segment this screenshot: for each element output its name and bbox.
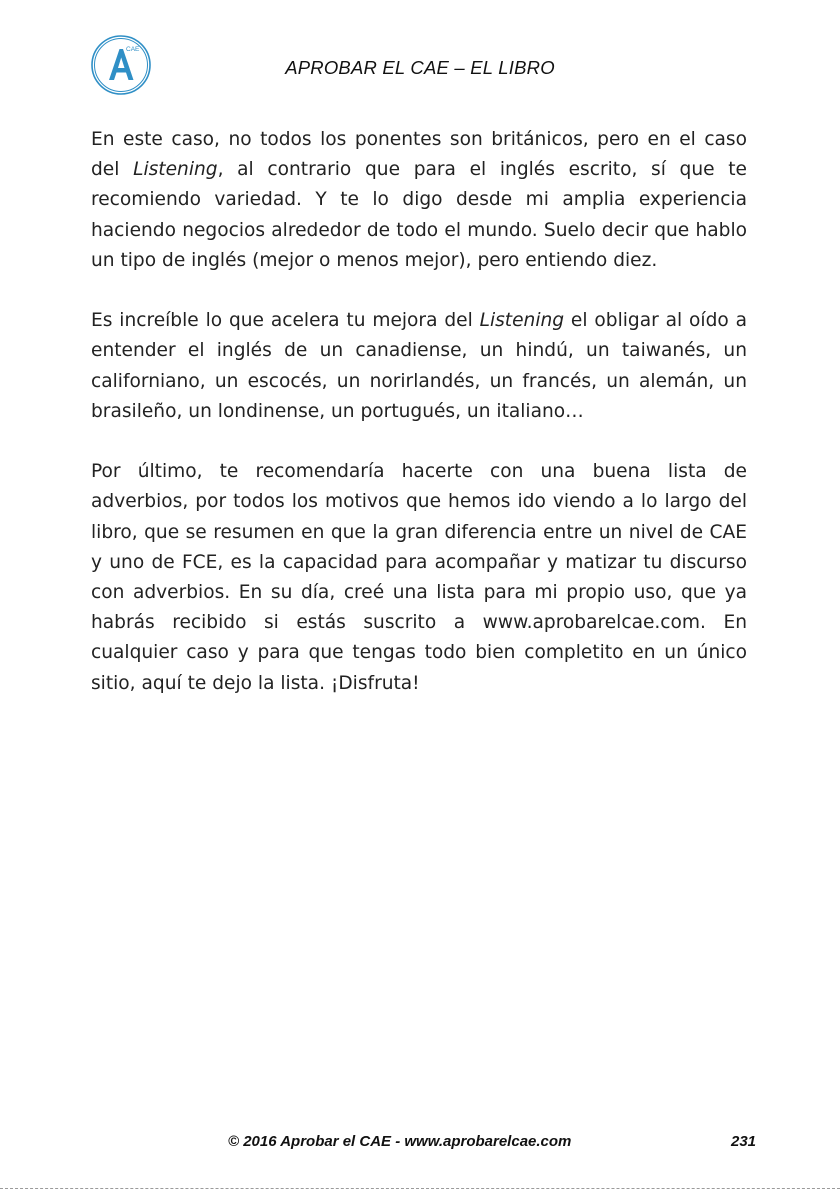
paragraph-accents xyxy=(91,306,747,427)
italic-term: Listening xyxy=(479,310,565,332)
page-header xyxy=(0,34,840,98)
page-number: 231 xyxy=(731,1133,757,1150)
page-bottom-divider xyxy=(0,1188,840,1189)
paragraph-text: el obligar al oído a entender el inglés de un canadiense, un hindú, un taiwanés, un californiano, un escocés, un norirlandés, un francés, un alemán, un brasileño, un londinense, un portugués, un italiano… xyxy=(91,310,747,422)
paragraph-text: Es increíble lo que acelera tu mejora del xyxy=(91,310,480,332)
page-footer xyxy=(0,1133,840,1157)
book-title: APROBAR EL CAE – EL LIBRO xyxy=(285,57,555,78)
page-body xyxy=(91,125,747,729)
italic-term: Listening xyxy=(133,159,218,181)
paragraph-text: Por último, te recomendaría hacerte con una buena lista de adverbios, por todos los motivos que hemos ido viendo a lo largo del libro, que se resumen en que la gran diferencia entre un nivel de CAE y uno de FCE, es la capacidad para acompañar y matizar tu discurso con adverbios. En su día, creé una lista para mi propio uso, que ya habrás recibido si estás suscrito a www.aprobarelcae.com. En cualquier caso y para que tengas todo bien completito en un único sitio, aquí te dejo la lista. ¡Disfruta! xyxy=(91,461,747,694)
paragraph-adverbs xyxy=(91,457,747,699)
paragraph-listening-variety xyxy=(91,125,747,276)
footer-copyright: © 2016 Aprobar el CAE - www.aprobarelcae.com xyxy=(228,1133,572,1150)
paragraph-text: , al contrario que para el inglés escrito, sí que te recomiendo variedad. Y te lo digo desde mi amplia experiencia haciendo negocios alrededor de todo el mundo. Suelo decir que hablo un tipo de inglés (mejor o menos mejor), pero entiendo diez. xyxy=(91,159,747,271)
paragraph-text: En este caso, no todos los ponentes son británicos, pero en el caso del xyxy=(91,129,747,181)
logo-small-text: CAE xyxy=(126,46,140,53)
